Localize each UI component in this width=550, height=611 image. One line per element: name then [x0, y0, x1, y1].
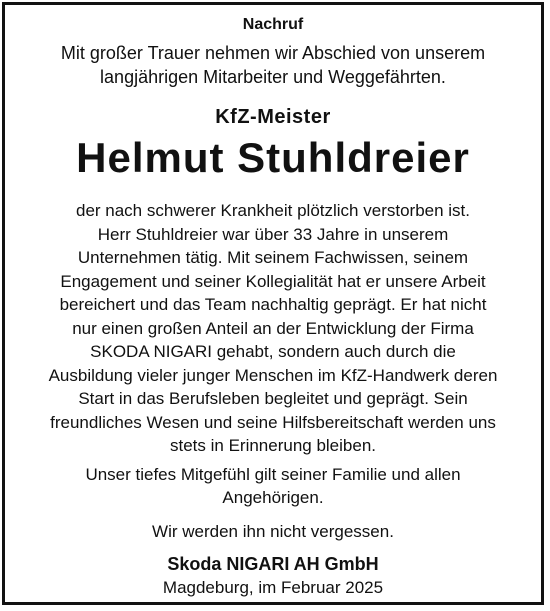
body-line: nur einen großen Anteil an der Entwicklung der Firma — [72, 318, 474, 338]
body-line: Herr Stuhldreier war über 33 Jahre in unserem — [97, 224, 449, 244]
intro-line: Mit großer Trauer nehmen wir Abschied von unserem — [60, 43, 486, 63]
sympathy-line: Angehörigen. — [222, 488, 324, 507]
job-title: KfZ-Meister — [215, 106, 331, 128]
body-line: Engagement und seiner Kollegialität hat er unsere Arbeit — [60, 271, 486, 291]
body-line: der nach schwerer Krankheit plötzlich verstorben ist. — [75, 201, 470, 220]
body-line: bereichert und das Team nachhaltig geprägt. Er hat nicht — [59, 295, 487, 314]
intro-paragraph — [25, 41, 521, 89]
place-and-date: Magdeburg, im Februar 2025 — [162, 578, 384, 597]
notice-heading: Nachruf — [242, 16, 304, 33]
sympathy-paragraph — [25, 463, 521, 509]
sympathy-line: Unser tiefes Mitgefühl gilt seiner Familie und allen — [85, 465, 461, 484]
body-line: SKODA NIGARI gehabt, sondern auch durch die — [90, 342, 456, 361]
body-line: freundliches Wesen und seine Hilfsbereitschaft werden uns — [50, 412, 496, 432]
body-paragraph — [13, 199, 533, 458]
obituary-notice — [2, 2, 544, 605]
body-line: stets in Erinnerung bleiben. — [169, 436, 377, 455]
body-line: Start in das Berufsleben begleitet und geprägt. Sein — [78, 389, 468, 408]
body-line: Unternehmen tätig. Mit seinem Fachwissen, seinem — [77, 248, 469, 267]
intro-line: langjährigen Mitarbeiter und Weggefährten. — [100, 67, 446, 87]
body-line: Ausbildung vieler junger Menschen im KfZ-Handwerk deren — [48, 365, 498, 385]
deceased-name: Helmut Stuhldreier — [76, 134, 470, 181]
company-name: Skoda NIGARI AH GmbH — [167, 554, 379, 574]
remembrance-line: Wir werden ihn nicht vergessen. — [152, 522, 394, 541]
